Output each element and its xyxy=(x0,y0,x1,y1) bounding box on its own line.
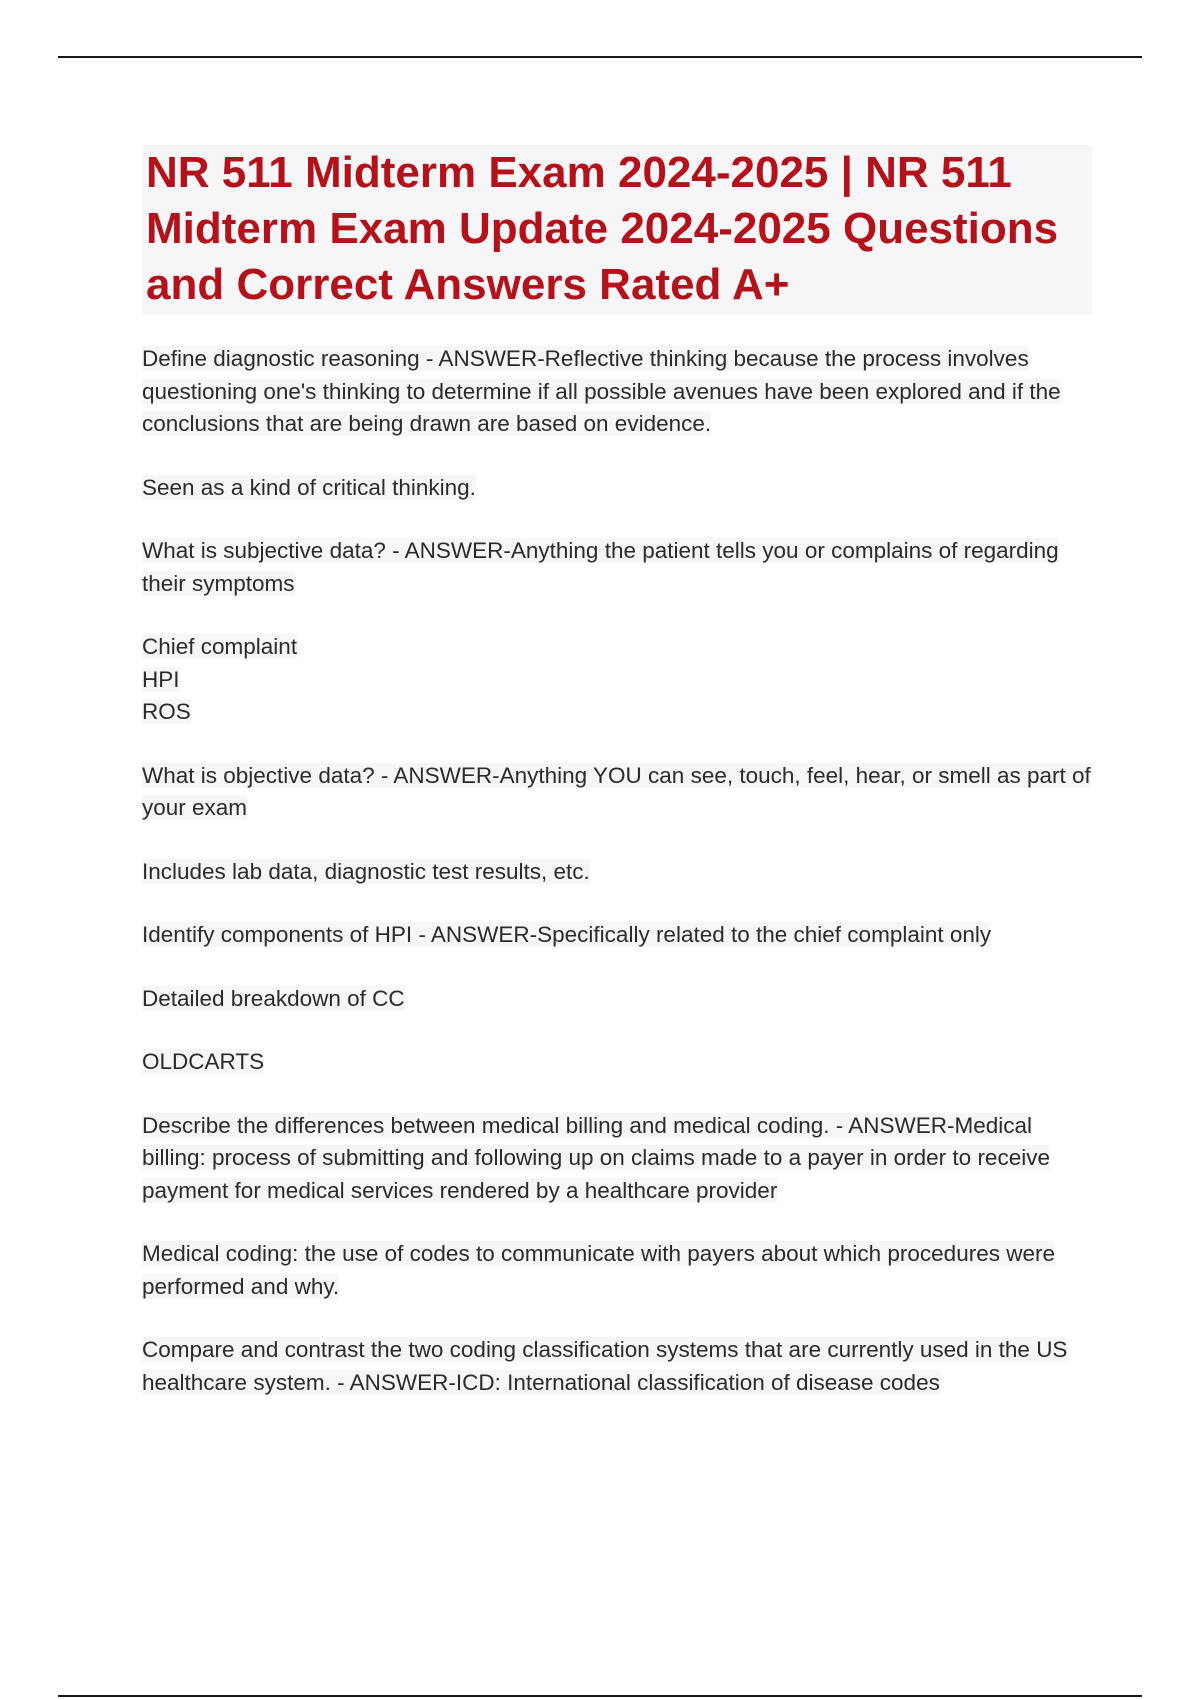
qa-paragraph xyxy=(142,343,1092,441)
qa-paragraph xyxy=(142,1110,1092,1208)
paragraph-text: OLDCARTS xyxy=(142,1049,265,1074)
paragraph-text: What is objective data? - ANSWER-Anything YOU can see, touch, feel, hear, or smell as part of your exam xyxy=(142,762,1091,820)
paragraph-text: Seen as a kind of critical thinking. xyxy=(142,474,476,500)
list-line xyxy=(142,664,1092,697)
qa-paragraph xyxy=(142,1334,1092,1399)
qa-paragraph xyxy=(142,631,1092,729)
paragraph-text: Define diagnostic reasoning - ANSWER-Reflective thinking because the process involves questioning one's thinking to determine if all possible avenues have been explored and if the conclusions that are being drawn are based on evidence. xyxy=(142,346,1061,436)
list-line xyxy=(142,696,1092,729)
document-title: NR 511 Midterm Exam 2024-2025 | NR 511 Midterm Exam Update 2024-2025 Questions and Correct Answers Rated A+ xyxy=(146,148,1059,309)
qa-paragraph xyxy=(142,760,1092,825)
paragraph-text: What is subjective data? - ANSWER-Anything the patient tells you or complains of regarding their symptoms xyxy=(142,538,1059,596)
title-block xyxy=(142,145,1092,315)
paragraph-text: ROS xyxy=(142,699,191,724)
paragraph-text: HPI xyxy=(142,666,180,692)
paragraph-text: Medical coding: the use of codes to communicate with payers about which procedures were performed and why. xyxy=(142,1241,1055,1299)
qa-paragraph xyxy=(142,472,1092,505)
paragraph-text: Detailed breakdown of CC xyxy=(142,985,405,1011)
qa-paragraph xyxy=(142,1046,1092,1079)
qa-paragraph xyxy=(142,535,1092,600)
qa-paragraph xyxy=(142,983,1092,1016)
paragraph-text: Describe the differences between medical billing and medical coding. - ANSWER-Medical billing: process of submitting and following up on claims made to a payer in order to receive payment for medical services rendered by a healthcare provider xyxy=(142,1112,1050,1203)
qa-paragraph xyxy=(142,1238,1092,1303)
list-line xyxy=(142,631,1092,664)
document-body xyxy=(142,145,1092,1430)
paragraph-text: Includes lab data, diagnostic test results, etc. xyxy=(142,858,590,884)
paragraph-text: Compare and contrast the two coding classification systems that are currently used in the US healthcare system. - ANSWER-ICD: International classification of disease codes xyxy=(142,1337,1068,1395)
qa-paragraph xyxy=(142,919,1092,952)
top-divider xyxy=(58,56,1142,58)
bottom-divider xyxy=(58,1695,1142,1697)
paragraph-text: Identify components of HPI - ANSWER-Specifically related to the chief complaint only xyxy=(142,922,992,947)
qa-paragraph xyxy=(142,856,1092,889)
paragraph-text: Chief complaint xyxy=(142,634,298,659)
